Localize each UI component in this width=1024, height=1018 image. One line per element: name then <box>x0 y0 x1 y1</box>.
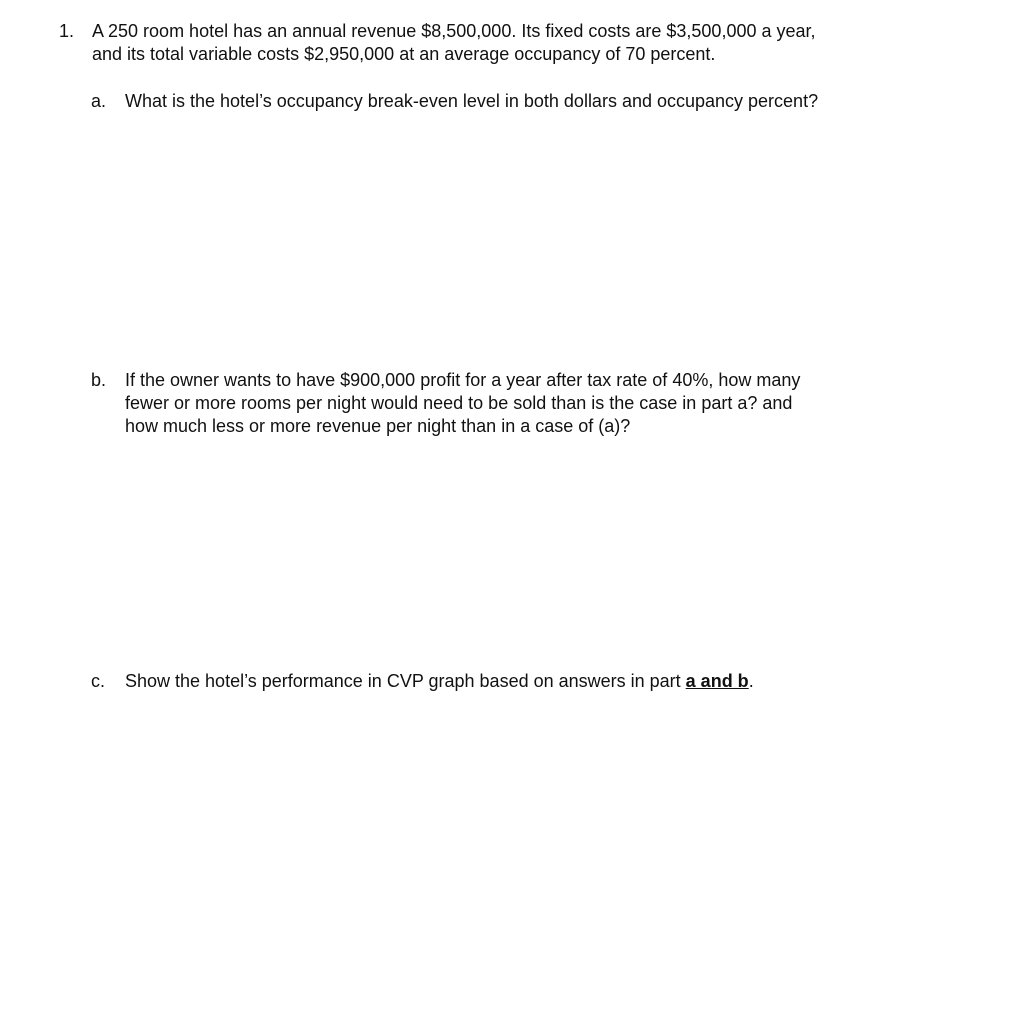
part-c-text-before: Show the hotel’s performance in CVP graph based on answers in part <box>125 671 686 691</box>
part-b-text-line: how much less or more revenue per night than in a case of (a)? <box>125 416 631 436</box>
part-b-text-line: fewer or more rooms per night would need to be sold than is the case in part a? and <box>125 393 793 413</box>
part-c-text-line <box>125 670 925 693</box>
question-text-line: and its total variable costs $2,950,000 at an average occupancy of 70 percent. <box>92 44 716 64</box>
part-c-text-after: . <box>748 671 754 691</box>
part-c-letter: c. <box>91 671 106 691</box>
question-number: 1. <box>59 21 75 41</box>
part-a-text <box>125 90 925 113</box>
question-text-line: A 250 room hotel has an annual revenue $8,500,000. Its fixed costs are $3,500,000 a year, <box>92 21 816 41</box>
part-a-text-line: What is the hotel’s occupancy break-even level in both dollars and occupancy percent? <box>125 91 819 111</box>
part-b-letter: b. <box>91 370 107 390</box>
question-text <box>92 20 952 66</box>
part-c-emphasis: a and b <box>685 671 749 691</box>
part-a-letter: a. <box>91 91 107 111</box>
part-b-text <box>125 369 925 438</box>
part-c-text <box>125 670 925 693</box>
part-b-text-line: If the owner wants to have $900,000 profit for a year after tax rate of 40%, how many <box>125 370 801 390</box>
